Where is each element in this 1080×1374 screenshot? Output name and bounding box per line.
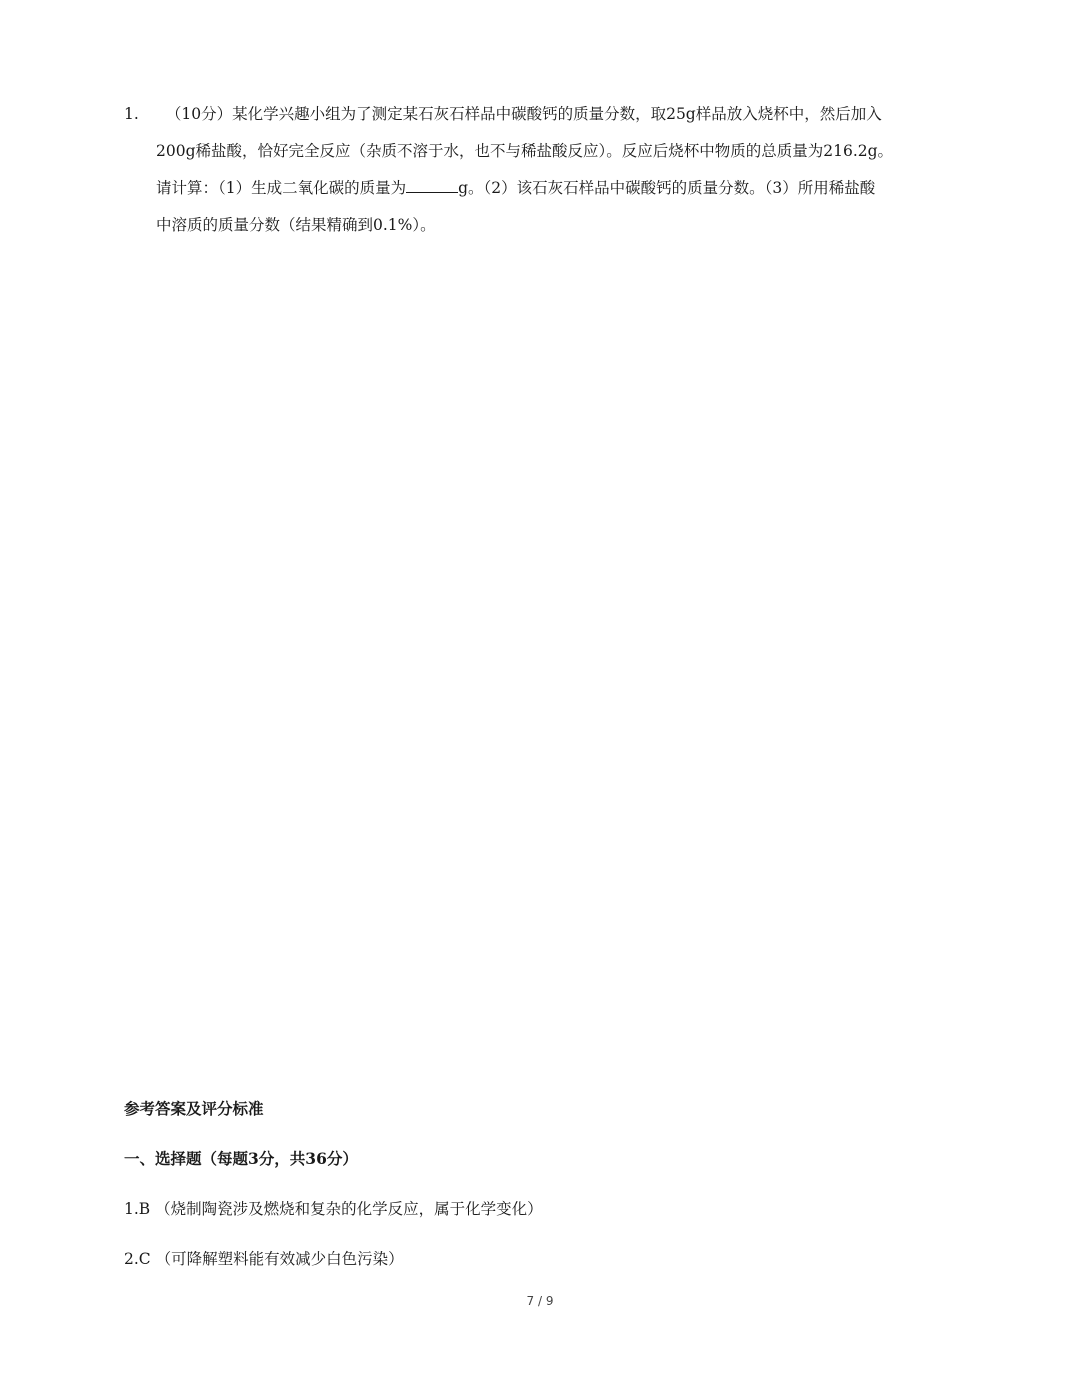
question-line-3-end: g。（2）该石灰石样品中碳酸钙的质量分数。（3）所用稀盐酸 [458, 179, 876, 197]
question-line-1-text: （10分）某化学兴趣小组为了测定某石灰石样品中碳酸钙的质量分数，取25g样品放入烧杯中，然后加入 [165, 105, 882, 123]
question-line-3 [156, 170, 954, 207]
question-line-2: 200g稀盐酸，恰好完全反应（杂质不溶于水，也不与稀盐酸反应）。反应后烧杯中物质的总质量为216.2g。 [156, 142, 894, 160]
answer-item: 1.B （烧制陶瓷涉及燃烧和复杂的化学反应，属于化学变化） [124, 1200, 543, 1218]
question-number: 1. [124, 105, 139, 123]
question-body [156, 96, 954, 244]
answer-item: 2.C （可降解塑料能有效减少白色污染） [124, 1250, 404, 1268]
answer-blank [406, 174, 458, 193]
answer-key [124, 1094, 954, 1294]
question-line-4: 中溶质的质量分数（结果精确到0.1%）。 [156, 216, 436, 234]
question-line-3-start: 请计算：（1）生成二氧化碳的质量为 [156, 179, 407, 197]
question-line-1 [156, 96, 954, 133]
answer-section-heading: 一、选择题（每题3分，共36分） [124, 1149, 358, 1168]
question-1 [124, 96, 954, 244]
page-number: 7 / 9 [526, 1294, 554, 1308]
answer-key-title: 参考答案及评分标准 [124, 1099, 264, 1118]
